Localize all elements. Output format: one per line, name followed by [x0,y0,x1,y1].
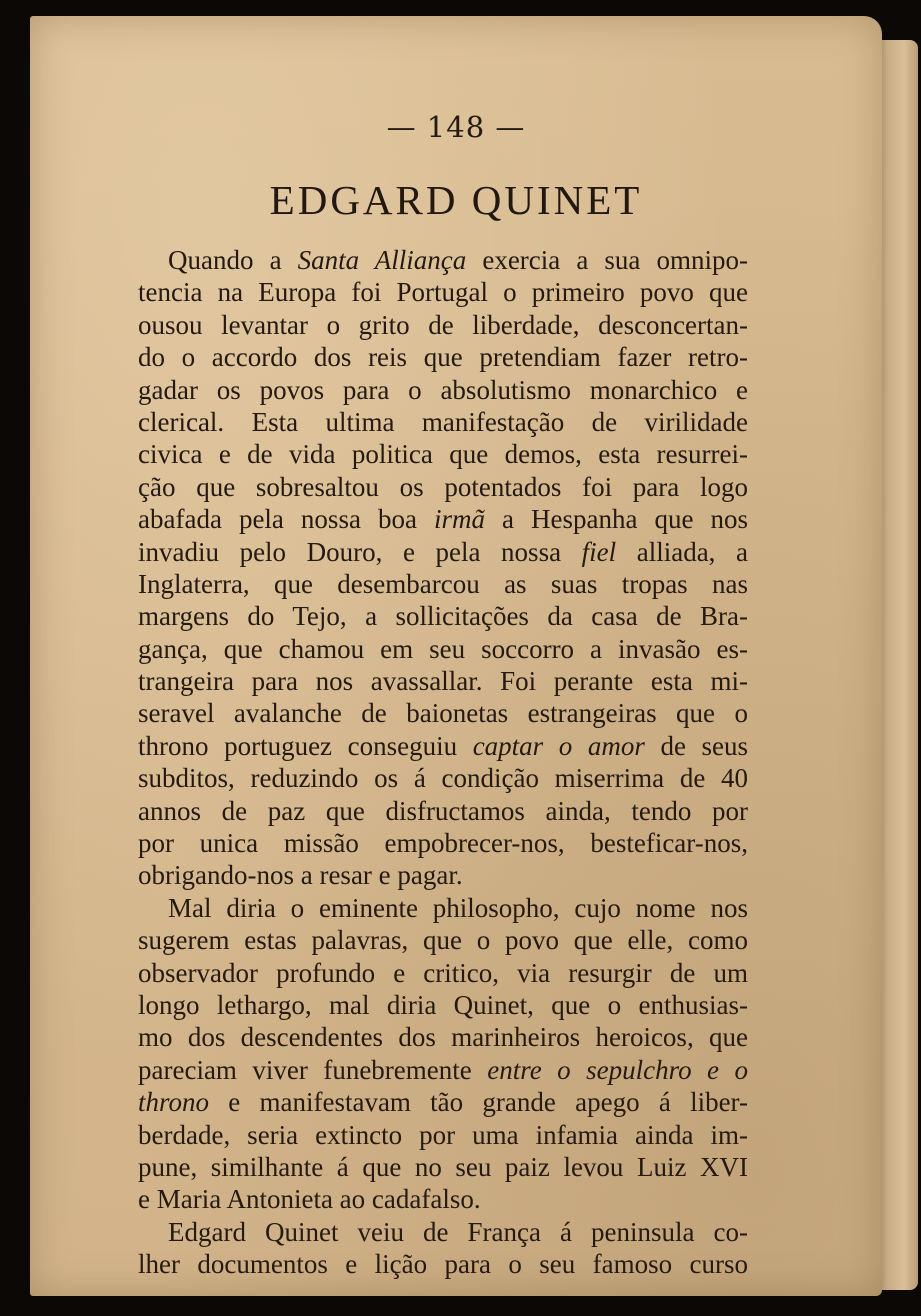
text-line [138,924,748,956]
text-line [138,309,748,341]
text-line [138,957,748,989]
text-line [138,1119,748,1151]
text-segment: mo dos descendentes dos marinheiros heroicos, que [138,1022,748,1053]
text-segment: annos de paz que disfructamos ainda, tendo por [138,795,748,826]
text-line [138,503,748,535]
text-line [138,795,748,827]
text-segment: observador profundo e critico, via resurgir de um [138,957,748,988]
text-segment: e manifestavam tão grande apego á liber- [209,1087,748,1118]
text-segment: margens do Tejo, a sollicitações da casa de Bra- [138,601,748,632]
text-segment: clerical. Esta ultima manifestação de virilidade [138,406,748,437]
text-segment: por unica missão empobrecer-nos, besteficar-nos, [138,828,748,859]
text-segment: berdade, seria extincto por uma infamia ainda im- [138,1119,748,1150]
text-line [138,827,748,859]
text-segment: exercia a sua omnipo- [466,245,749,275]
text-line [138,1183,748,1215]
text-segment: pareciam viver funebremente [138,1054,488,1085]
text-segment: obrigando-nos a resar e pagar. [138,860,463,891]
italic-text-segment: fiel [581,536,617,567]
text-line [138,374,748,406]
text-line [138,859,748,891]
book-page [30,16,882,1296]
text-line [138,471,748,503]
text-segment: civica e de vida politica que demos, esta resurrei- [138,439,748,470]
text-line [138,989,748,1021]
text-line [138,892,748,924]
chapter-title: EDGARD QUINET [269,177,643,223]
text-line [138,568,748,600]
text-line [138,600,748,632]
text-segment: trangeira para nos avassallar. Foi perante esta mi- [138,666,748,697]
text-segment: Quando a [168,245,298,275]
italic-text-segment: entre o sepulchro e o [487,1054,748,1085]
text-segment: lher documentos e lição para o seu famoso curso [138,1249,748,1280]
text-segment: alliada, a [616,536,748,567]
text-line [138,438,748,470]
italic-text-segment: throno [138,1087,210,1118]
text-segment: gadar os povos para o absolutismo monarchico e [138,374,748,405]
text-line [138,406,748,438]
text-segment: sugerem estas palavras, que o povo que elle, como [138,925,748,956]
text-segment: a Hespanha que nos [484,504,748,535]
text-segment: ção que sobresaltou os potentados foi para logo [138,471,748,502]
text-line [138,762,748,794]
text-segment: e Maria Antonieta ao cadafalso. [138,1184,481,1215]
text-segment: throno portuguez conseguiu [138,730,473,761]
text-line [138,1216,748,1248]
text-segment: Inglaterra, que desembarcou as suas tropas nas [138,568,748,599]
body-text [138,244,748,1281]
text-line [138,1021,748,1053]
page-number: — 148 — [386,110,526,144]
text-line [138,536,748,568]
text-segment: invadiu pelo Douro, e pela nossa [138,536,582,567]
text-segment: tencia na Europa foi Portugal o primeiro povo que [138,277,748,308]
text-segment: Mal diria o eminente philosopho, cujo nome nos [168,892,748,923]
text-segment: ousou levantar o grito de liberdade, desconcertan- [138,309,748,340]
text-line [138,1151,748,1183]
text-segment: do o accordo dos reis que pretendiam fazer retro- [138,342,748,373]
text-segment: longo lethargo, mal diria Quinet, que o enthusias- [138,989,748,1020]
text-line [138,341,748,373]
text-line [138,730,748,762]
text-segment: pune, similhante á que no seu paiz levou Luiz XVI [138,1151,748,1182]
text-segment: Edgard Quinet veiu de França á peninsula co- [168,1216,748,1247]
text-segment: gança, que chamou em seu soccorro a invasão es- [138,633,748,664]
text-segment: seravel avalanche de baionetas estrangeiras que o [138,698,748,729]
text-segment: subditos, reduzindo os á condição miserrima de 40 [138,763,748,794]
text-segment: abafada pela nossa boa [138,504,434,535]
text-line [138,1054,748,1086]
text-line [138,1248,748,1280]
italic-text-segment: captar o amor [472,730,645,761]
text-line [138,665,748,697]
text-line [138,1086,748,1118]
text-line [138,697,748,729]
text-line [138,244,748,276]
text-line [138,633,748,665]
italic-text-segment: irmã [433,504,485,535]
text-segment: de seus [644,730,749,761]
text-line [138,276,748,308]
italic-text-segment: Santa Alliança [297,245,467,275]
